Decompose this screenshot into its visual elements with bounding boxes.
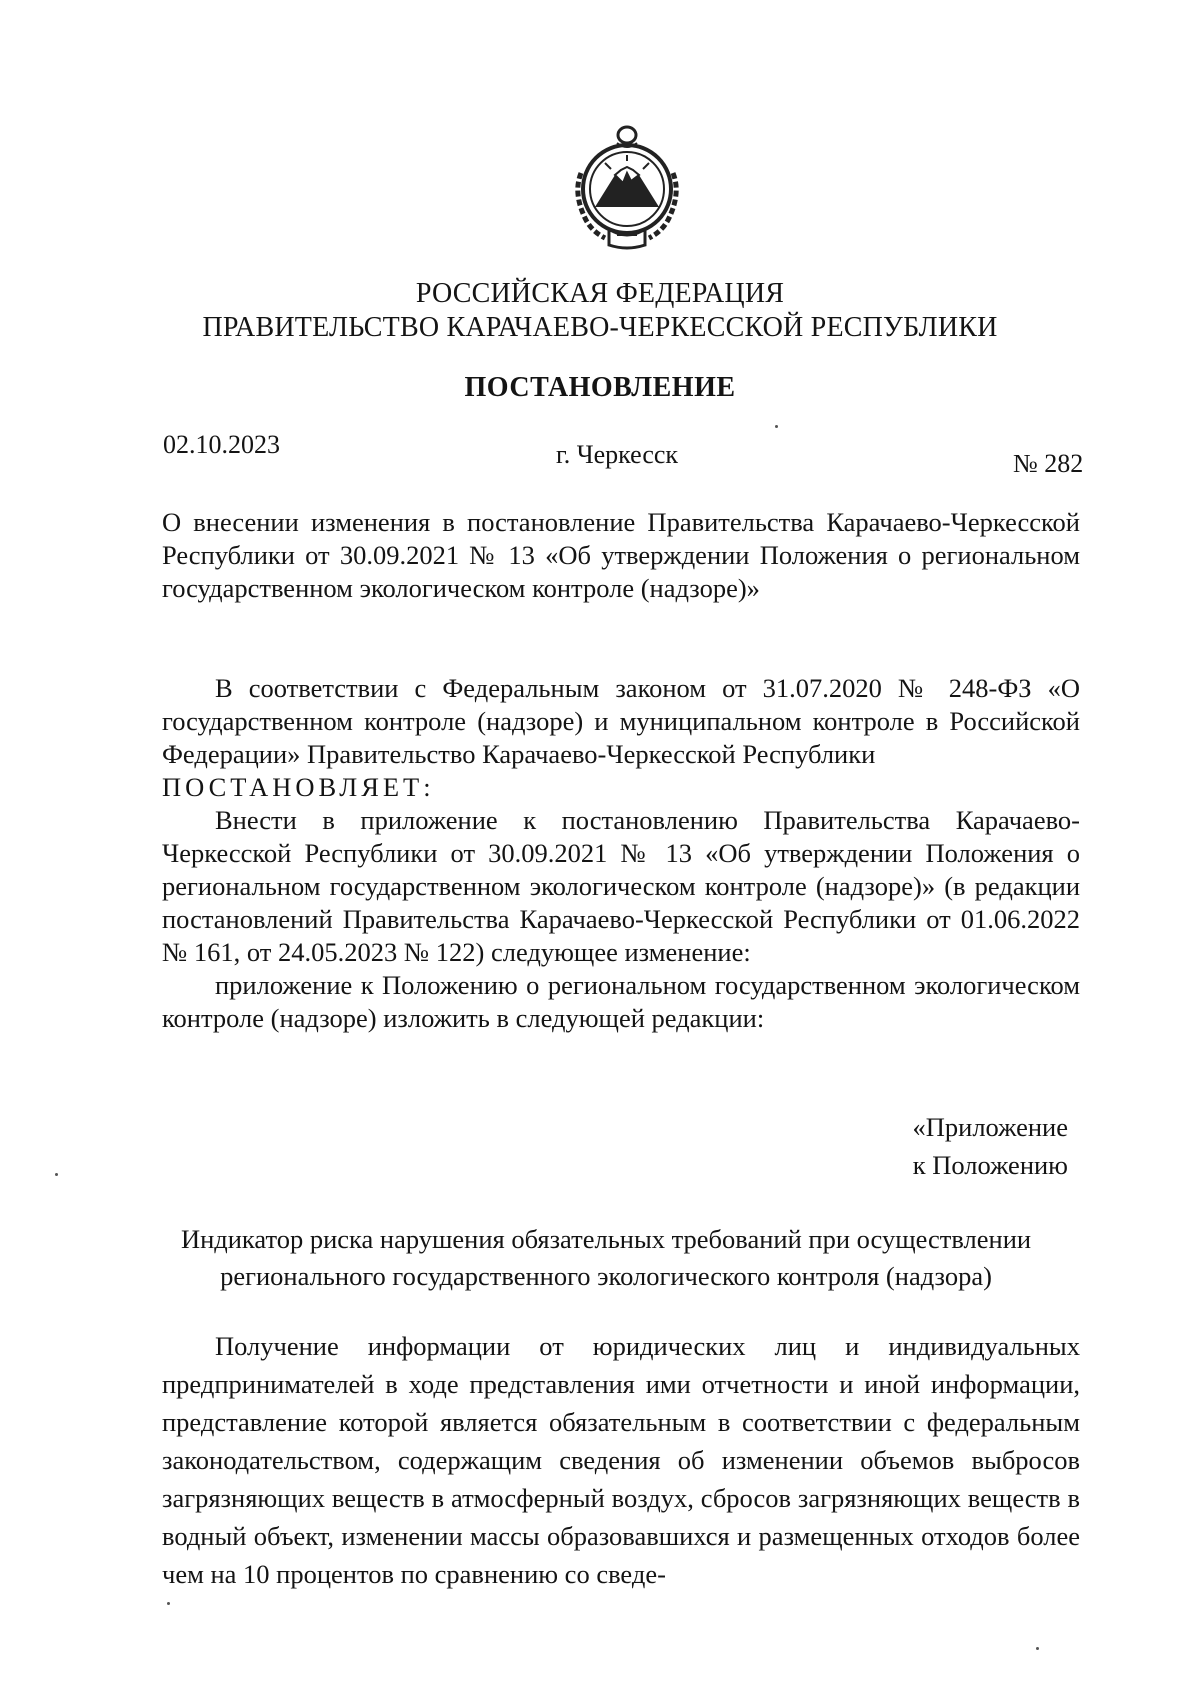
scan-speck (167, 1602, 170, 1605)
indicator-heading (0, 1221, 1200, 1295)
resolves-word: ПОСТАНОВЛЯЕТ: (162, 772, 435, 802)
main-body (162, 672, 1080, 1035)
scan-speck (1036, 1647, 1039, 1650)
header-government: ПРАВИТЕЛЬСТВО КАРАЧАЕВО-ЧЕРКЕССКОЙ РЕСПУБЛИКИ (202, 312, 998, 343)
indicator-heading-line-2: регионального государственного экологического контроля (надзора) (220, 1261, 992, 1291)
edit-instruction-paragraph: приложение к Положению о региональном государственном экологическом контроле (надзоре) изложить в следующей редакции: (162, 970, 1080, 1033)
coat-of-arms-icon (565, 123, 690, 253)
header-country: РОССИЙСКАЯ ФЕДЕРАЦИЯ (415, 278, 785, 309)
indicator-heading-line-1: Индикатор риска нарушения обязательных требований при осуществлении (180, 1224, 1032, 1254)
indicator-paragraph: Получение информации от юридических лиц и индивидуальных предпринимателей в ходе представления ими отчетности и иной информации, представление которой является обязательным в соответствии с федеральным законодательством, содержащим сведения об изменении объемов выбросов загрязняющих веществ в атмосферный воздух, сбросов загрязняющих веществ в водный объект, изменении массы образовавшихся и размещенных отходов более чем на 10 процентов по сравнению со сведе- (162, 1331, 1080, 1589)
preamble-paragraph: В соответствии с Федеральным законом от 31.07.2020 № 248-ФЗ «О государственном контроле (надзоре) и муниципальном контроле в Российской Федерации» Правительство Карачаево-Черкесской Республики (162, 673, 1080, 769)
document-number: № 282 (1013, 449, 1084, 478)
appendix-line-1: «Приложение (912, 1112, 1068, 1142)
indicator-body (162, 1327, 1080, 1593)
amendment-paragraph: Внести в приложение к постановлению Правительства Карачаево-Черкесской Республики от 30.09.2021 № 13 «Об утверждении Положения о региональном государственном экологическом контроле (надзоре)» (в редакции постановлений Правительства Карачаево-Черкесской Республики от 01.06.2022 № 161, от 24.05.2023 № 122) следующее изменение: (162, 805, 1080, 967)
scan-speck (55, 1173, 58, 1176)
document-city: г. Черкесск (556, 440, 679, 469)
document-subject: О внесении изменения в постановление Правительства Карачаево-Черкесской Республики от 30.09.2021 № 13 «Об утверждении Положения о региональном государственном экологическом контроле (надзоре)» (162, 507, 1080, 603)
appendix-line-2: к Положению (912, 1150, 1068, 1180)
document-type-title: ПОСТАНОВЛЕНИЕ (464, 372, 736, 403)
scan-speck (775, 425, 778, 428)
appendix-label (913, 1108, 1068, 1184)
document-date: 02.10.2023 (163, 430, 280, 459)
